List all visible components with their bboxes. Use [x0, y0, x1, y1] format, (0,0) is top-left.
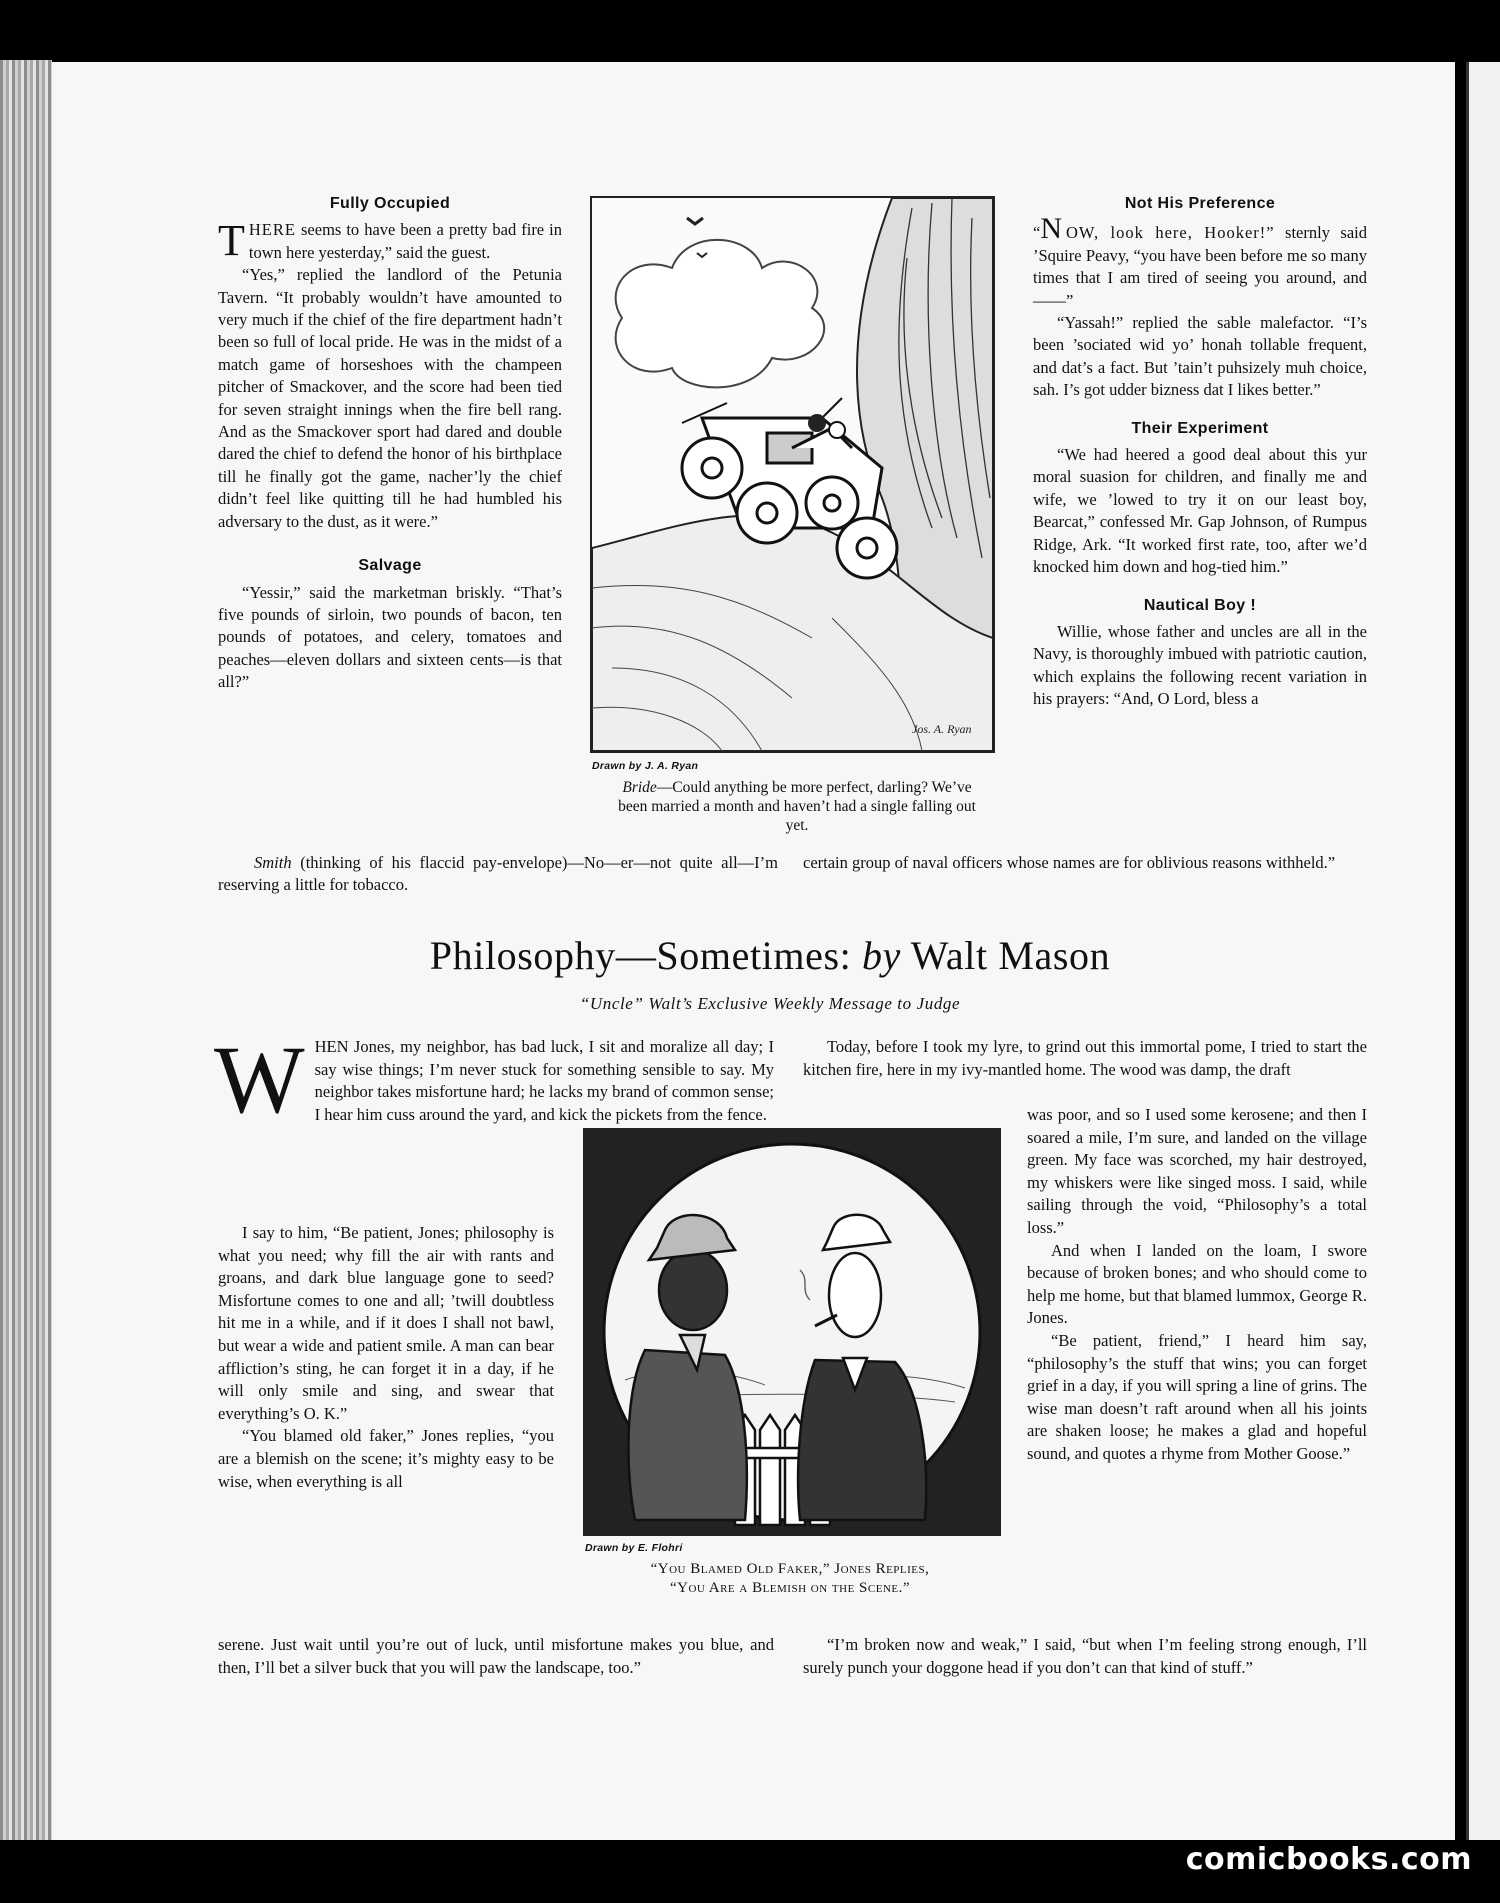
- article-title: Salvage: [358, 557, 422, 575]
- paragraph-text: HEN Jones, my neighbor, has bad luck, I sit and moralize all day; I say wise things; I’m never stuck for something sensible to say. My neighbor takes misfortune hard; he lacks my brand of common sense; I hear him cuss around the yard, and kick the pickets from the fence.: [314, 1037, 774, 1124]
- poem-column-right: [803, 1036, 1367, 1081]
- lead-word: OW, look here, Hooker!”: [1066, 223, 1275, 243]
- headline-author: Walt Mason: [900, 933, 1111, 978]
- next-page-edge: [1466, 62, 1500, 1840]
- poem-continuation-left: [218, 1634, 774, 1679]
- article-title: Their Experiment: [1131, 419, 1269, 437]
- site-watermark: comicbooks.com: [1185, 1842, 1472, 1877]
- cartoon-caption: [570, 1560, 1010, 1598]
- open-quote: “: [1033, 223, 1041, 243]
- caption-text: —Could anything be more perfect, darling? We’ve been married a month and haven’t had a single falling out yet.: [618, 779, 976, 834]
- paragraph-text: certain group of naval officers whose names are for oblivious reasons withheld.”: [803, 853, 1336, 872]
- article-paragraph: “Yessir,” said the marketman briskly. “That’s five pounds of sirloin, two pounds of bacon, ten pounds of potatoes, and celery, tomatoes and peaches—eleven dollars and sixteen cents—is that all?”: [218, 582, 562, 692]
- article-paragraph: “We had heered a good deal about this yur moral suasion for children, and finally me and wife, we ’lowed to try it on our least boy, Bearcat,” confessed Mr. Gap Johnson, of Rumpus Ridge, Ark. “It worked first rate, too, after we’d knocked him down and hog-tied him.”: [1033, 445, 1367, 577]
- page-headline: [220, 932, 1320, 979]
- drop-cap: T: [218, 216, 245, 266]
- poem-column-left: [214, 1026, 774, 1133]
- svg-text:Jos. A. Ryan: Jos. A. Ryan: [912, 722, 972, 736]
- headline-subtitle: “Uncle” Walt’s Exclusive Weekly Message to Judge: [579, 994, 961, 1013]
- article-paragraph: Willie, whose father and uncles are all in the Navy, is thoroughly imbued with patriotic caution, which explains the following recent variation in his prayers: “And, O Lord, bless a: [1033, 621, 1367, 709]
- poem-paragraph: “Be patient, friend,” I heard him say, “philosophy’s the stuff that wins; you can forget grief in a day, if you will spring a line of grins. The wise man doesn’t raft around when all his joints are shaken loose; he makes a glad and hopeful sound, and quotes a rhyme from Mother Goose.”: [1027, 1330, 1367, 1463]
- cartoon-two-men-fence: [583, 1128, 1001, 1536]
- poem-column-left-narrow: [218, 1222, 554, 1493]
- paragraph-text: seems to have been a pretty bad fire in town here yesterday,” said the guest.: [248, 220, 562, 262]
- cartoon-caption: [612, 778, 982, 835]
- two-men-illustration: [585, 1130, 999, 1534]
- paragraph-text: (thinking of his flaccid pay-envelope)—No—er—not quite all—I’m reserving a little for tobacco.: [218, 853, 778, 895]
- car-cliff-illustration: [592, 198, 993, 751]
- speaker-name: Smith: [254, 853, 292, 872]
- cartoon-car-on-cliff: [590, 196, 995, 753]
- article-paragraph: “Yes,” replied the landlord of the Petunia Tavern. “It probably wouldn’t have amounted to very much if the chief of the fire department hadn’t been so full of local pride. He was in the midst of a match game of horseshoes with the champeen pitcher of Smackover, and the score had been tied for seven straight innings when the fire bell rang. And as the Smackover sport had dared and double dared the chief to defend the honor of his birthplace till he finally got the game, nacher’ly the chief didn’t feel like quitting till he had humbled his adversary to the dust, as it were.”: [218, 265, 562, 531]
- headline-title: Philosophy—Sometimes:: [429, 933, 862, 978]
- poem-ending: [803, 1634, 1367, 1679]
- nautical-boy-continuation: [803, 852, 1367, 874]
- poem-paragraph: Today, before I took my lyre, to grind out this immortal pome, I tried to start the kitchen fire, here in my ivy-mantled home. The wood was damp, the draft: [803, 1037, 1367, 1079]
- article-title: Nautical Boy !: [1143, 596, 1257, 614]
- article-paragraph: [218, 216, 562, 266]
- book-binding: [0, 60, 52, 1840]
- caption-line: “You Are a Blemish on the Scene.”: [669, 1580, 911, 1596]
- poem-paragraph: And when I landed on the loam, I swore because of broken bones; and who should come to help me home, but that blamed lummox, George R. Jones.: [1027, 1240, 1367, 1328]
- caption-line: “You Blamed Old Faker,” Jones Replies,: [650, 1561, 930, 1577]
- poem-paragraph: I say to him, “Be patient, Jones; philosophy is what you need; why fill the air with rants and groans, and dark blue language gone to seed? Misfortune comes to one and all; ’twill doubtless hit me in a while, and if it does I shall not bawl, but wear a wide and patient smile. A man can bear affliction’s sting, he can forget it in a day, if he will only smile and sing, and swear that everything’s O. K.”: [218, 1223, 554, 1423]
- headline-by: by: [861, 933, 901, 978]
- illustration-credit: Drawn by J. A. Ryan: [592, 760, 699, 772]
- poem-paragraph: “I’m broken now and weak,” I said, “but when I’m feeling strong enough, I’ll surely punch your doggone head if you don’t can that kind of stuff.”: [803, 1635, 1367, 1677]
- column-right-jokes: [1033, 193, 1367, 711]
- salvage-continuation: [218, 852, 778, 897]
- article-title: Fully Occupied: [329, 195, 451, 212]
- paragraph-text: was poor, and so I used some kerosene; and then I soared a mile, I’m sure, and landed on the village green. My face was scorched, my hair destroyed, my whiskers were like singed moss. I said, while sailing through the void, “Philosophy’s a total loss.”: [1027, 1105, 1367, 1237]
- poem-column-right-narrow: [1027, 1104, 1367, 1466]
- poem-paragraph: “You blamed old faker,” Jones replies, “you are a blemish on the scene; it’s mighty easy to be wise, when everything is all: [218, 1426, 554, 1491]
- article-paragraph: [1033, 212, 1367, 312]
- drop-cap: W: [214, 1026, 305, 1133]
- paragraph-text: serene. Just wait until you’re out of luck, until misfortune makes you blue, and then, I’ll bet a silver buck that you will paw the landscape, too.”: [218, 1635, 774, 1677]
- drop-cap: N: [1040, 212, 1062, 246]
- poem-paragraph: [214, 1026, 774, 1133]
- article-paragraph: [218, 852, 778, 897]
- column-fully-occupied: [218, 193, 562, 694]
- article-paragraph: “Yassah!” replied the sable malefactor. “I’s been ’sociated wid yo’ honah tollable frequent, and dat’s a fact. But ’tain’t puhsizely muh choice, sah. I’s got udder bizness dat I likes better.”: [1033, 313, 1367, 400]
- illustration-credit: Drawn by E. Flohri: [585, 1542, 683, 1554]
- lead-word: HERE: [248, 220, 296, 240]
- paragraph-text: sternly said ’Squire Peavy, “you have been before me so many times that I am tired of seeing you around, and——”: [1033, 223, 1367, 310]
- speaker-name: Bride: [622, 779, 657, 796]
- article-title: Not His Preference: [1124, 195, 1276, 212]
